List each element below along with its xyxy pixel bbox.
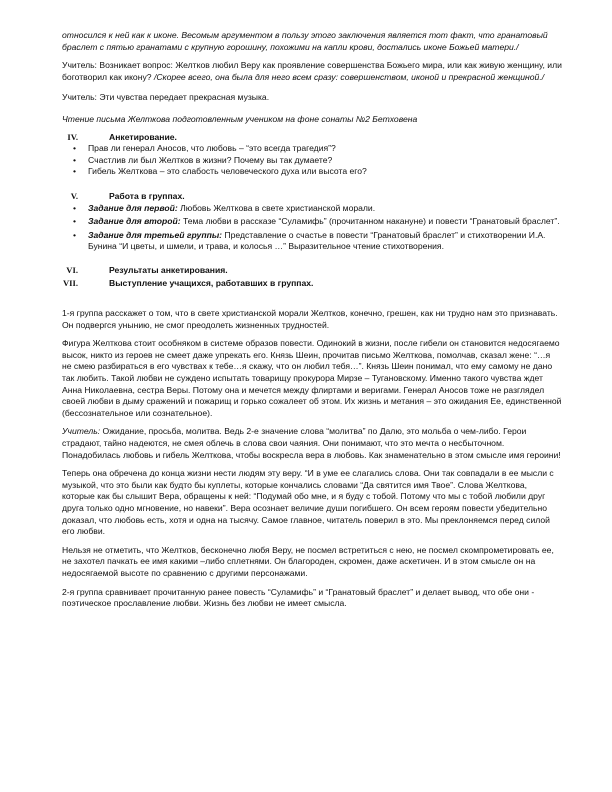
section-number: VI.: [66, 264, 78, 275]
list-item: [62, 230, 562, 253]
section-number: V.: [70, 190, 78, 201]
section-heading-presentations: [62, 278, 562, 290]
task-text: Представление о счастье в повести “Гранатовый браслет” и стихотворении И.А. Бунина “И цветы, и шмели, и трава, и колосья …” Выразительное чтение стихотворения.: [88, 229, 546, 252]
task-label: Задание для второй:: [88, 216, 181, 227]
section-heading-survey: [62, 132, 562, 144]
section-title: Выступление учащихся, работавших в группах.: [109, 277, 314, 288]
task-label: Задание для третьей группы:: [88, 229, 223, 240]
body-paragraph: Нельзя не отметить, что Желтков, бесконечно любя Веру, не посмел встретиться с нею, не посмел скомпрометировать ее, не захотел пачкать ее имя какими –либо сплетнями. Он благороден, скромен, даже аскетичен. И в этом смысле он на недосягаемой высоте по сравнению с другими персонажами.: [62, 544, 554, 578]
section-title: Работа в группах.: [109, 190, 185, 201]
section-heading-group-work: [62, 191, 562, 203]
body-paragraph: 2-я группа сравнивает прочитанную ранее повесть “Суламифь” и “Гранатовый браслет” и делает вывод, что обе они - поэтическое прославление любви. Жизнь без любви не имеет смысла.: [62, 586, 535, 609]
letter-reading-note: Чтение письма Желткова подготовленным учеником на фоне сонаты №2 Бетховена: [62, 113, 418, 124]
task-label: Задание для первой:: [88, 202, 178, 213]
group-task-list: [62, 203, 562, 253]
teacher-label: Учитель:: [62, 426, 101, 437]
body-paragraph: [62, 426, 562, 461]
body-paragraph: 1-я группа расскажет о том, что в свете христианской морали Желтков, конечно, грешен, как ни трудно нам это признавать. Он подвергся унынию, не смог преодолеть жизненных трудностей.: [62, 308, 558, 330]
list-item: • Прав ли генерал Аносов, что любовь – “это всегда трагедия”?: [62, 143, 562, 155]
section-title: Результаты анкетирования.: [109, 264, 228, 275]
document-page: [62, 30, 562, 610]
list-item: [62, 216, 562, 228]
teacher-text: Ожидание, просьба, молитва. Ведь 2-е значение слова “молитва” по Далю, это мольба о чем-либо. Герои страдают, тайно надеются, не смея облечь в слова свои чаяния. Они понимают, что это мечта о несбыточном. Понадобилась любовь и гибель Желткова, чтобы воскресла вера в любовь. Как знаменательно в этом смысле имя героини!: [62, 426, 561, 460]
list-item: [62, 203, 562, 215]
teacher-question-answer: /Скорее всего, она была для него всем сразу: совершенством, иконой и прекрасной женщиной./: [153, 71, 545, 82]
intro-paragraph: относился к ней как к иконе. Весомым аргументом в пользу этого заключения является тот факт, что гранатовый браслет с пятью гранатами с крупную горошину, похожими на капли крови, достались иконе Божьей матери./: [62, 30, 548, 52]
section-title: Анкетирование.: [109, 131, 177, 142]
body-paragraph: Фигура Желткова стоит особняком в системе образов повести. Одинокий в жизни, после гибели он становится недосягаемо высок, никто из героев не смеет даже упрекать его. Князь Шеин, прочитав письмо Желткова, помолчав, сказал жене: “…я не смею разбираться в его чувствах к тебе…я скажу, что он любил тебя…”. Князь Шеин понимал, что ему самому не дано так любить. Такой любви не суждено испытать товарищу прокурора Мирзе – Тугановскому. Именно такого чувства ждет Анна Николаевна, сестра Веры. Потому она и мечется между флиртами и веригами. Генерал Аносов тоже не разглядел своей любви в дыму сражений и пожарищ и горько сожалеет об этом. Их жизнь и метания – это ожидания Ее, единственной (бессознательное или сознательное).: [62, 338, 562, 418]
teacher-question-paragraph: [62, 60, 562, 83]
task-text: Тема любви в рассказе “Суламифь” (прочитанном накануне) и повести “Гранатовый браслет”.: [180, 216, 560, 227]
task-text: Любовь Желткова в свете христианской морали.: [177, 202, 376, 213]
survey-question-list: [62, 143, 562, 178]
section-number: IV.: [67, 131, 78, 142]
list-item: • Гибель Желткова – это слабость человеческого духа или высота его?: [62, 166, 562, 178]
body-paragraph: Теперь она обречена до конца жизни нести людям эту веру. “И в уме ее слагались слова. Они так совпадали в ее мысли с музыкой, что это были как будто бы куплеты, которые кончались словами “Да святится имя Твое”. Слова Желткова, которые как бы слышит Вера, обращены к ней: “Подумай обо мне, и я буду с тобой. Потому что мы с тобой любили друг друга только одно мгновение, но навеки”. Вера осознает величие души погибшего. Он всем героям повести убедительно доказал, что любовь есть, хотя и одна на тысячу. Самое главное, читатель поверил в это. Мы преклоняемся перед силой его любви.: [62, 468, 554, 537]
teacher-music-paragraph: Учитель: Эти чувства передает прекрасная музыка.: [62, 92, 270, 103]
list-item: • Счастлив ли был Желтков в жизни? Почему вы так думаете?: [62, 155, 562, 167]
section-number: VII.: [62, 277, 78, 288]
section-heading-survey-results: [62, 265, 562, 277]
teacher-question-text: Учитель: Возникает вопрос: Желтков любил Веру как проявление совершенства Божьего мира, или как живую женщину, или боготворил как икону?: [62, 60, 562, 82]
